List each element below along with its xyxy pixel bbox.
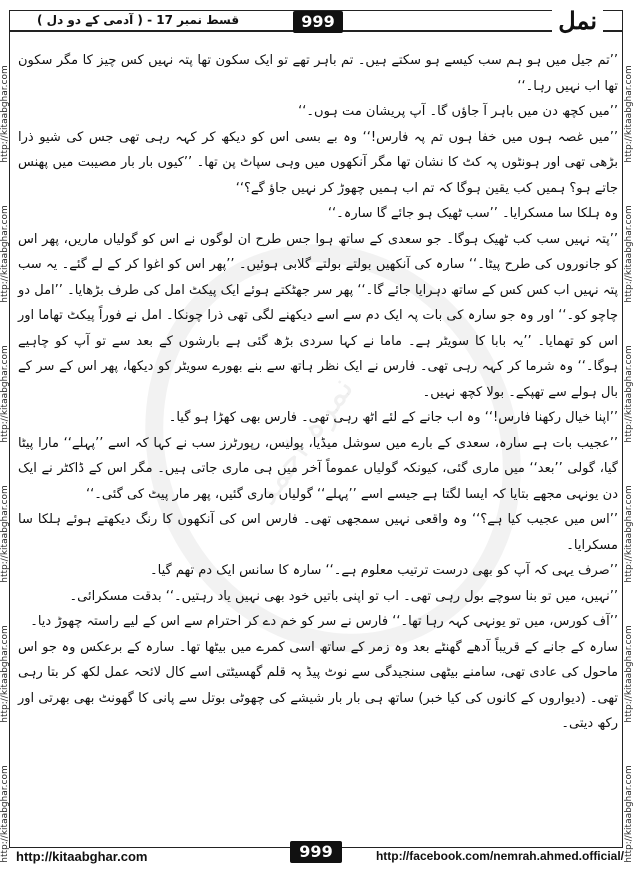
paragraph: ’’اس میں عجیب کیا ہے؟‘‘ وہ واقعی نہیں سمجھی تھی۔ فارس اس کی آنکھوں کا رنگ دیکھتے ہوئے ہلکا سا مسکرایا۔	[18, 512, 618, 553]
side-link[interactable]: http://kitaabghar.com	[624, 765, 634, 863]
paragraph: ’’نہیں، میں تو بنا سوچے بول رہی تھی۔ اب تو اپنی باتیں خود بھی نہیں یاد رہتیں۔‘‘ بدقت مسکرائی۔	[69, 588, 618, 604]
side-link[interactable]: http://kitaabghar.com	[624, 485, 634, 583]
paragraph: ’’اپنا خیال رکھنا فارس!‘‘ وہ اب جانے کے لئے اٹھ رہی تھی۔ فارس بھی کھڑا ہو گیا۔	[168, 410, 618, 425]
paragraph: وہ ہلکا سا مسکرایا۔ ’’سب ٹھیک ہو جائے گا سارہ۔‘‘	[327, 206, 618, 221]
background-watermark-text: نمرہ احمد	[245, 369, 363, 513]
episode-label: قسط نمبر 17 - ( آدمی کے دو دل )	[31, 13, 245, 27]
page-header	[9, 8, 623, 42]
side-link[interactable]: http://kitaabghar.com	[624, 345, 634, 443]
left-side-watermark	[0, 44, 10, 863]
side-link[interactable]: http://kitaabghar.com	[0, 485, 10, 583]
side-link[interactable]: http://kitaabghar.com	[0, 765, 10, 863]
novel-title-logo: نمل	[552, 6, 603, 36]
paragraph: ’’پتہ نہیں سب کب ٹھیک ہوگا۔ جو سعدی کے ساتھ ہوا جس طرح ان لوگوں نے اس کو گولیاں ماریں، پھر اس کو جانوروں کی طرح پیٹا۔‘‘ سارہ کی آنکھیں بولتے بولتے گلابی ہوئیں۔ ’’پھر اس کو اغوا کر کے لے گئے۔ یہ سب پتہ نہیں اب کس کس کے ساتھ دہرایا جائے گا۔‘‘ پھر سر جھٹکتے ہوئے ایک پیکٹ امل کی طرف بڑھایا۔ ’’امل دو چاچو کو۔‘‘ اور وہ جو سارہ کی بات پہ ایک دم سے اسے دیکھنے لگی تھی ذرا چونکا۔ امل نے فوراً پیکٹ تھاما اور اس کو تھمایا۔ ’’یہ بابا کا سویٹر ہے۔ ماما نے کہا سردی بڑھ گئی ہے بارشوں کے بعد سے تو آپ کو چاہیے ہوگا۔‘‘ وہ شرما کر کہہ رہی تھی۔ فارس نے ایک نظر ہاتھ سے بنے بھورے سویٹر کو دیکھا، پھر اس کے سر کے بال ہولے سے تھپکے۔ بولا کچھ نہیں۔	[18, 231, 618, 400]
paragraph: ’’آف کورس، میں تو یونہی کہہ رہا تھا۔‘‘ فارس نے سر کو خم دے کر احترام سے اس کے لیے راستہ چھوڑ دیا۔	[30, 614, 618, 629]
side-link[interactable]: http://kitaabghar.com	[0, 625, 10, 723]
paragraph: ’’میں غصہ ہوں میں خفا ہوں تم پہ فارس!‘‘ وہ بے بسی اس کو دیکھ کر کہہ رہی تھی جس کی شیو ذرا بڑھی تھی اور ہونٹوں پہ کٹ کا نشان تھا مگر آنکھوں میں وہی سپاٹ پن تھا۔ ’’کیوں بار بار مصیبت میں پھنس جاتے ہو؟ ہمیں کب یقین ہوگا کہ تم اب ہمیں چھوڑ کر نہیں جاؤ گے؟‘‘	[18, 129, 618, 196]
story-body	[18, 48, 618, 737]
paragraph: ’’صرف یہی کہ آپ کو بھی درست ترتیب معلوم ہے۔‘‘ سارہ کا سانس ایک دم تھم گیا۔	[150, 563, 618, 578]
paragraph: سارہ کے جانے کے قریباً آدھے گھنٹے بعد وہ زمر کے ساتھ اسی کمرے میں بیٹھا تھا۔ سارہ کے برعکس وہ جو اس ماحول کی عادی تھی، سامنے بیٹھی سنجیدگی سے نوٹ پیڈ پہ قلم گھسیٹتی اسے کال لائحہ عمل لکھ کر بتا رہی تھی۔ (دیواروں کے کانوں کی کیا خبر) ساتھ ہی بار بار شیشے کی چھوٹی بوتل سے پانی کا گھونٹ بھی بھرتی اور رکھ دیتی۔	[18, 639, 618, 731]
footer-site-link[interactable]: http://kitaabghar.com	[16, 849, 148, 864]
side-link[interactable]: http://kitaabghar.com	[624, 625, 634, 723]
side-link[interactable]: http://kitaabghar.com	[0, 205, 10, 303]
page-number-top: 999	[293, 11, 343, 33]
paragraph: ’’میں کچھ دن میں باہر آ جاؤں گا۔ آپ پریشان مت ہوں۔‘‘	[298, 104, 618, 119]
side-link[interactable]: http://kitaabghar.com	[624, 205, 634, 303]
page-number-bottom: 999	[290, 841, 342, 863]
side-link[interactable]: http://kitaabghar.com	[624, 65, 634, 163]
right-side-watermark	[624, 44, 634, 863]
side-link[interactable]: http://kitaabghar.com	[0, 345, 10, 443]
side-link[interactable]: http://kitaabghar.com	[0, 65, 10, 163]
paragraph: ’’تم جیل میں ہو ہم سب کیسے ہو سکتے ہیں۔ تم باہر تھے تو ایک سکون تھا پتہ نہیں کس چیز کا مگر سکون تھا اب نہیں رہا۔‘‘	[18, 53, 618, 94]
paragraph: ’’عجیب بات ہے سارہ، سعدی کے بارے میں سوشل میڈیا، پولیس، رپورٹرز سب نے کہا کہ اسے ’’پہلے‘‘ مارا پیٹا گیا، گولی ’’بعد‘‘ میں ماری گئی، کیونکہ گولیاں عموماً آخر میں ہی ماری جاتی ہیں۔ مگر اس کے ڈاکٹر نے ایک دن یونہی مجھے بتایا کہ ایسا لگتا ہے جیسے اسے ’’پہلے‘‘ گولیاں ماری گئیں، پھر مار پیٹ کی گئی۔‘‘	[18, 435, 618, 502]
page-footer	[0, 838, 634, 868]
footer-facebook-link[interactable]: http://facebook.com/nemrah.ahmed.official/	[375, 849, 624, 863]
